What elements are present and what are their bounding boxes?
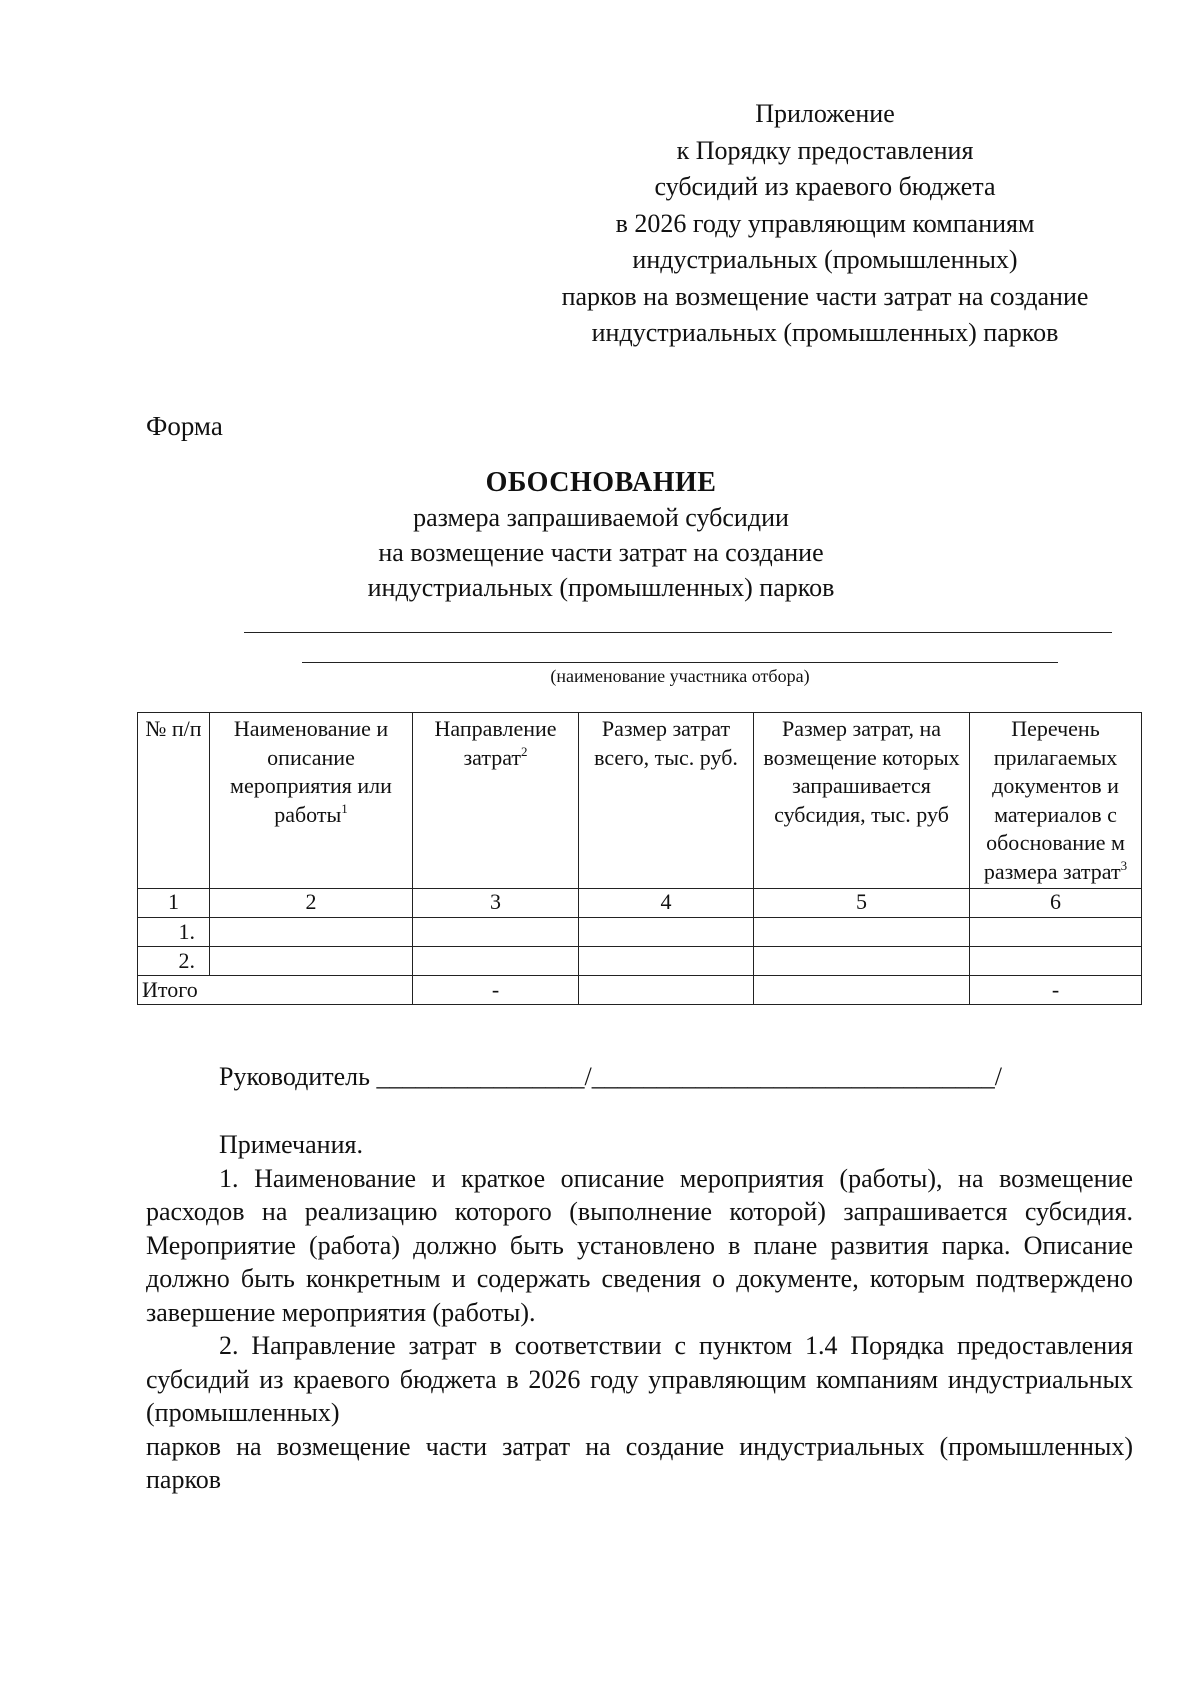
table-header-row — [138, 713, 1142, 889]
row-number: 2. — [138, 947, 210, 976]
document-title: ОБОСНОВАНИЕ — [485, 467, 717, 498]
justification-table — [137, 712, 1142, 1005]
title-block — [236, 466, 966, 605]
header-cell-event: Наименование и описание мероприятия или работы$^1$ — [210, 713, 413, 889]
column-number: 6 — [970, 889, 1142, 918]
column-number: 3 — [413, 889, 579, 918]
column-number-row — [138, 889, 1142, 918]
appendix-header — [520, 96, 1130, 352]
participant-caption: (наименование участника отбора) — [550, 666, 810, 686]
table-cell[interactable] — [413, 947, 579, 976]
table-cell[interactable] — [754, 918, 970, 947]
appendix-line: парков на возмещение части затрат на создание — [561, 281, 1089, 311]
appendix-line: Приложение — [755, 99, 895, 128]
column-number: 5 — [754, 889, 970, 918]
column-number: 1 — [138, 889, 210, 918]
table-row — [138, 918, 1142, 947]
signature-blank[interactable]: ________________ — [376, 1062, 585, 1091]
row-number: 1. — [138, 918, 210, 947]
total-cost-cell[interactable] — [579, 976, 754, 1005]
form-label: Форма — [146, 411, 223, 441]
appendix-line: субсидий из краевого бюджета — [654, 172, 996, 201]
table-cell[interactable] — [970, 918, 1142, 947]
subtitle-line: на возмещение части затрат на создание — [378, 538, 824, 567]
appendix-line: к Порядку предоставления — [676, 135, 974, 165]
participant-name-line[interactable] — [244, 632, 1112, 633]
notes-section — [146, 1128, 1133, 1497]
note-item: 2. Направление затрат в соответствии с пунктом 1.4 Порядка предоставления субсидий из краевого бюджета в 2026 году управляющим компаниям индустриальных (промышленных) — [146, 1331, 1133, 1427]
header-cell-subsidy-cost: Размер затрат, на возмещение которых запрашивается субсидия, тыс. руб — [754, 713, 970, 889]
total-direction: - — [413, 976, 579, 1005]
signature-label: Руководитель — [219, 1062, 370, 1091]
column-number: 2 — [210, 889, 413, 918]
notes-heading: Примечания. — [219, 1130, 363, 1159]
table-cell[interactable] — [413, 918, 579, 947]
signature-line — [219, 1062, 1002, 1092]
header-cell-number: № п/п — [138, 713, 210, 889]
column-number: 4 — [579, 889, 754, 918]
appendix-line: индустриальных (промышленных) парков — [591, 318, 1059, 347]
header-cell-documents: Перечень прилагаемых документов и материалов с обоснование м размера затрат$^3$ — [970, 713, 1142, 889]
table-cell[interactable] — [210, 918, 413, 947]
header-cell-direction: Направление затрат$^2$ — [413, 713, 579, 889]
table-cell[interactable] — [210, 947, 413, 976]
signature-name-blank[interactable]: _______________________________ — [591, 1062, 995, 1091]
subtitle-line: размера запрашиваемой субсидии — [413, 503, 789, 532]
table-row — [138, 947, 1142, 976]
note-item: 1. Наименование и краткое описание мероприятия (работы), на возмещение расходов на реализацию которого (выполнение которой) запрашивается субсидия. Мероприятие (работа) должно быть установлено в плане развития парка. Описание должно быть конкретным и содержать сведения о документе, которым подтверждено завершение мероприятия (работы). — [146, 1163, 1133, 1327]
total-label: Итого — [138, 976, 413, 1005]
table-cell[interactable] — [579, 947, 754, 976]
total-documents: - — [970, 976, 1142, 1005]
appendix-line: индустриальных (промышленных) — [632, 245, 1018, 274]
table-cell[interactable] — [970, 947, 1142, 976]
note-item-continuation: парков на возмещение части затрат на создание индустриальных (промышленных) парков — [146, 1431, 1133, 1494]
signature-separator: / — [584, 1062, 592, 1091]
appendix-line: в 2026 году управляющим компаниям — [615, 208, 1035, 238]
total-subsidy-cell[interactable] — [754, 976, 970, 1005]
header-cell-total-cost: Размер затрат всего, тыс. руб. — [579, 713, 754, 889]
table-cell[interactable] — [579, 918, 754, 947]
subtitle-line: индустриальных (промышленных) парков — [367, 573, 835, 602]
total-row — [138, 976, 1142, 1005]
table-cell[interactable] — [754, 947, 970, 976]
participant-name-line-2[interactable] — [302, 662, 1058, 663]
signature-separator: / — [994, 1062, 1002, 1091]
